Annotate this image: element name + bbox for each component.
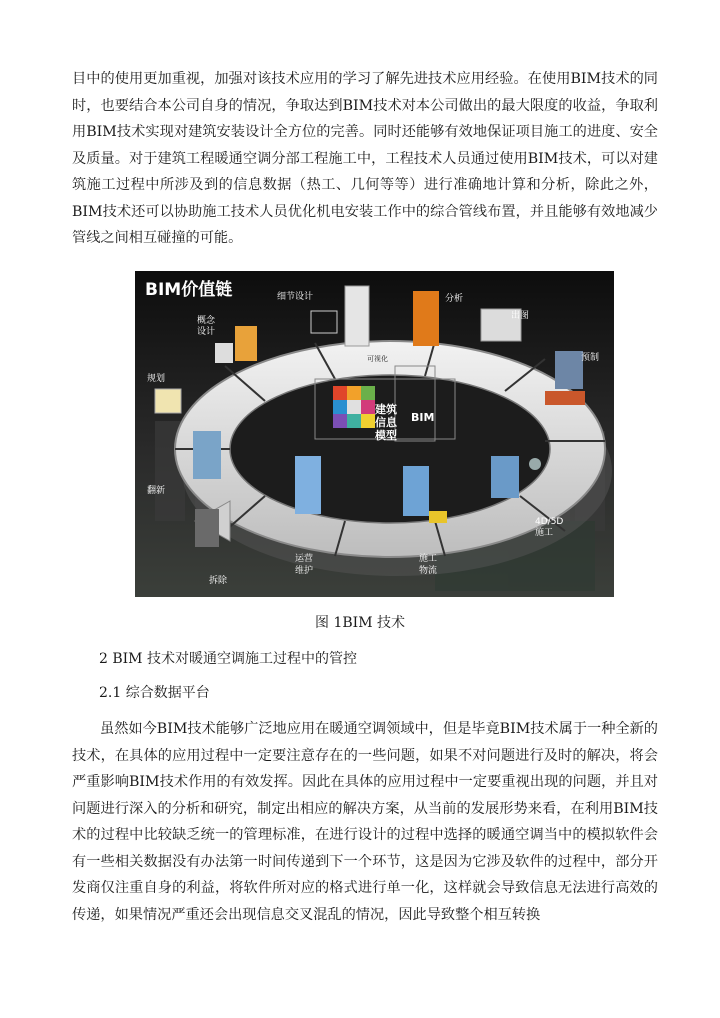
body-paragraph-1: 目中的使用更加重视，加强对该技术应用的学习了解先进技术应用经验。在使用BIM技术的同时，也要结合本公司自身的情况，争取达到BIM技术对本公司做出的最大限度的收益，争取利用BIM技术实现对建筑安装设计全方位的完善。同时还能够有效地保证项目施工的进度、安全及质量。对于建筑工程暖通空调分部工程施工中，工程技术人员通过使用BIM技术，可以对建筑施工过程中所涉及到的信息数据（热工、几何等等）进行准确地计算和分析，除此之外，BIM技术还可以协助施工技术人员优化机电安装工作中的综合管线布置，并且能够有效地减少管线之间相互碰撞的可能。 [72, 71, 658, 246]
figure-caption: 图 1BIM 技术 [315, 615, 405, 631]
stage-4d5d-label-2: 施工 [535, 528, 554, 538]
stage-operation-label-2: 维护 [295, 566, 314, 576]
renovation-building-icon [193, 431, 221, 479]
visualization-label: 可视化 [367, 355, 388, 363]
bim-cube-icon [333, 386, 375, 428]
center-label-2: 信息 [375, 416, 397, 429]
operation-building-icon [295, 456, 321, 514]
demolition-building-icon [195, 509, 219, 547]
construction-4d-building-icon [491, 456, 519, 498]
concept-building-icon [235, 326, 257, 361]
stage-prefab-label: 预制 [581, 353, 600, 363]
section-heading-2-1: 2.1 综合数据平台 [99, 685, 210, 701]
detail-building-icon [345, 286, 369, 346]
stage-4d5d-label-1: 4D/5D [535, 517, 564, 527]
stage-drawing-label: 出图 [511, 311, 530, 321]
logistics-building-icon [403, 466, 429, 516]
planning-document-icon [155, 389, 181, 413]
stage-analysis-label: 分析 [445, 294, 464, 304]
body-paragraph-2: 虽然如今BIM技术能够广泛地应用在暖通空调领域中，但是毕竟BIM技术属于一种全新的技术，在具体的应用过程中一定要注意存在的一些问题，如果不对问题进行及时的解决，将会严重影响BIM技术作用的有效发挥。因此在具体的应用过程中一定要重视出现的问题，并且对问题进行深入的分析和研究，制定出相应的解决方案，从当前的发展形势来看，在利用BIM技术的过程中比较缺乏统一的管理标准，在进行设计的过程中选择的暖通空调当中的模拟软件会有一些相关数据没有办法第一时间传递到下一个环节，这是因为它涉及软件的过程中，部分开发商仅注重自身的利益，将软件所对应的格式进行单一化，这样就会导致信息无法进行高效的传递，如果情况严重还会出现信息交叉混乱的情况，因此导致整个相互转换 [72, 721, 658, 923]
section-heading-2: 2 BIM 技术对暖通空调施工过程中的管控 [99, 651, 357, 667]
stage-operation-label-1: 运营 [295, 554, 314, 564]
figure-title: BIM价值链 [145, 280, 233, 300]
cost-icon [529, 458, 541, 470]
stage-concept-label-1: 概念 [197, 316, 216, 326]
concept-model-icon [215, 343, 233, 363]
center-bim-label: BIM [411, 411, 435, 424]
analysis-building-icon [413, 291, 439, 346]
stage-detail-label: 细节设计 [277, 292, 314, 302]
stage-demolition-label: 拆除 [209, 576, 228, 586]
logistics-truck-icon [429, 511, 447, 523]
prefab-building-icon [555, 351, 583, 389]
ring-inner-hole [230, 375, 550, 523]
stage-logistics-label-1: 施工 [419, 554, 438, 564]
stage-concept-label-2: 设计 [197, 327, 216, 337]
stage-renovation-label: 翻新 [147, 486, 166, 496]
stage-planning-label: 规划 [147, 374, 166, 384]
center-label-3: 模型 [375, 429, 397, 442]
bim-diagram [135, 271, 614, 597]
center-label-1: 建筑 [375, 403, 397, 416]
stage-logistics-label-2: 物流 [419, 566, 438, 576]
bim-value-chain-figure [135, 271, 614, 597]
prefab-steel-icon [545, 391, 585, 405]
